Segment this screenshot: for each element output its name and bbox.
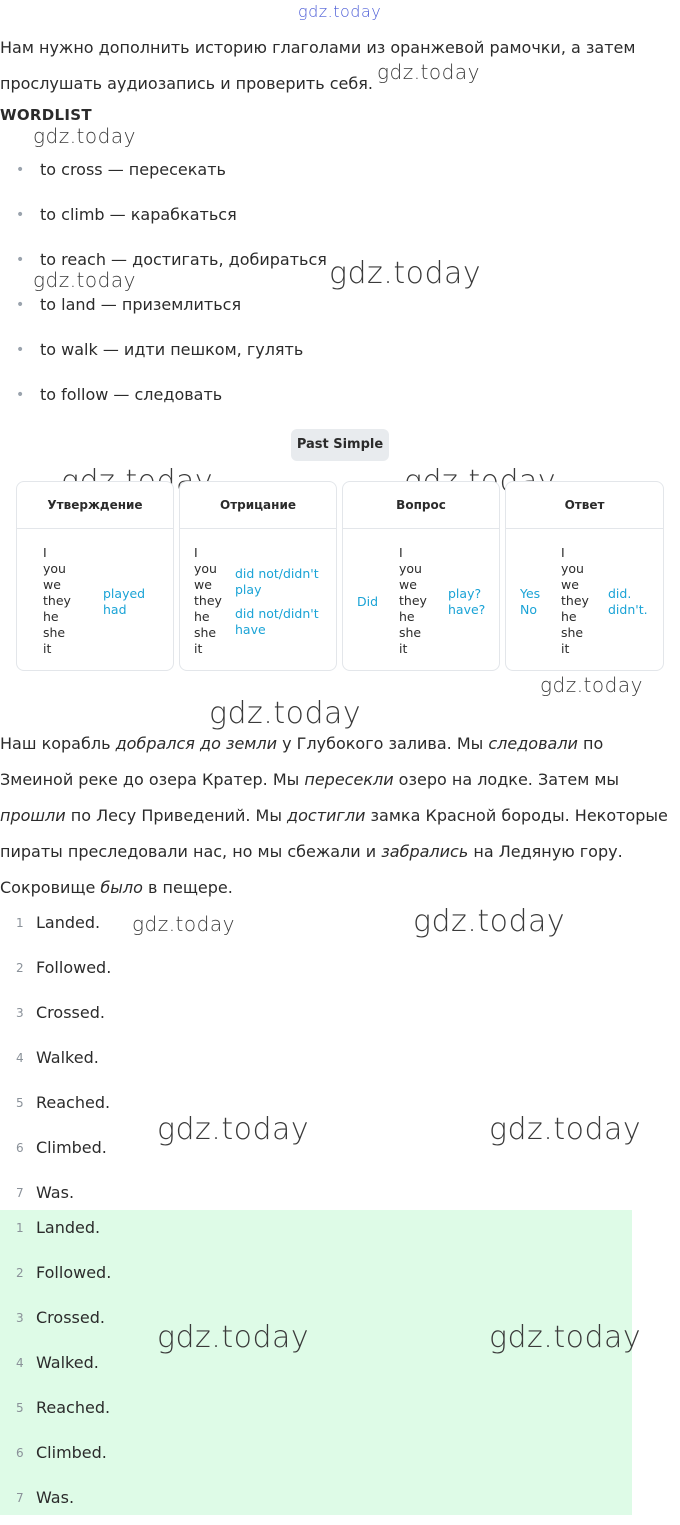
list-item: • to land — приземлиться — [0, 287, 680, 332]
list-item: • to follow — следовать — [0, 377, 680, 422]
card-title: Ответ — [506, 482, 663, 529]
past-simple-tag: Past Simple — [291, 429, 389, 461]
list-item: 2 Followed. — [16, 1263, 112, 1282]
story-text: Наш корабль добрался до земли у Глубокого залива. Мы следовали по Змеиной реке до озера Кратер. Мы пересекли озеро на лодке. Затем мы прошли по Лесу Приведений. Мы достигли замка Красной бороды. Некоторые пираты преследовали нас, но мы сбежали и забрались на Ледяную гору. Сокровище было в пещере. — [0, 734, 668, 897]
verb-forms: did not/didn't play did not/didn't have — [235, 566, 319, 637]
grammar-cards — [16, 481, 664, 673]
pronoun-list: I you we they he she it — [43, 545, 71, 656]
wordlist — [0, 152, 680, 422]
watermark: gdz.today — [489, 1320, 642, 1355]
yes-no: Yes No — [520, 586, 541, 617]
list-item: 1 Landed. — [16, 1218, 101, 1237]
answer-list — [0, 905, 632, 1220]
watermark: gdz.today — [157, 1320, 310, 1355]
list-item: • to climb — карабкаться — [0, 197, 680, 242]
watermark: gdz.today — [489, 1112, 642, 1147]
intro-text: Нам нужно дополнить историю глаголами из оранжевой рамочки, а затем прослушать аудиозапись и проверить себя. — [0, 38, 636, 93]
watermark: gdz.today — [33, 124, 136, 148]
list-item: 6 Climbed. — [16, 1138, 107, 1157]
watermark: gdz.today — [209, 696, 362, 731]
pronoun-list: I you we they he she it — [561, 545, 589, 656]
card-title: Утверждение — [17, 482, 173, 529]
list-item: 3 Crossed. — [16, 1308, 105, 1327]
pronoun-list: I you we they he she it — [399, 545, 427, 656]
watermark: gdz.today — [33, 268, 136, 292]
card-question — [342, 481, 500, 671]
pronoun-list: I you we they he she it — [194, 545, 222, 656]
watermark: gdz.today — [157, 1112, 310, 1147]
watermark: gdz.today — [329, 256, 482, 291]
list-item: • to cross — пересекать — [0, 152, 680, 197]
watermark: gdz.today — [377, 60, 480, 84]
list-item: • to walk — идти пешком, гулять — [0, 332, 680, 377]
list-item: 7 Was. — [16, 1183, 75, 1202]
watermark: gdz.today — [413, 904, 566, 939]
verb-forms: played had — [103, 586, 146, 617]
list-item: 4 Walked. — [16, 1353, 99, 1372]
auxiliary-did: Did — [357, 594, 379, 609]
wordlist-title: WORDLIST — [0, 106, 92, 124]
list-item: 6 Climbed. — [16, 1443, 107, 1462]
card-title: Вопрос — [343, 482, 499, 529]
watermark: gdz.today — [540, 673, 643, 697]
list-item: • to reach — достигать, добираться — [0, 242, 680, 287]
list-item: 4 Walked. — [16, 1048, 99, 1067]
list-item: 5 Reached. — [16, 1398, 111, 1417]
card-title: Отрицание — [180, 482, 336, 529]
card-answer — [505, 481, 664, 671]
card-negative — [179, 481, 337, 671]
list-item: 2 Followed. — [16, 958, 112, 977]
short-answers: did. didn't. — [608, 586, 648, 617]
watermark: gdz.today — [132, 912, 235, 936]
list-item: 3 Crossed. — [16, 1003, 105, 1022]
list-item: 1 Landed. — [16, 913, 101, 932]
verb-forms: play? have? — [448, 586, 486, 617]
card-affirmative — [16, 481, 174, 671]
answer-list-highlighted — [0, 1210, 632, 1525]
list-item: 7 Was. — [16, 1488, 75, 1507]
list-item: 5 Reached. — [16, 1093, 111, 1112]
watermark: gdz.today — [298, 2, 382, 21]
